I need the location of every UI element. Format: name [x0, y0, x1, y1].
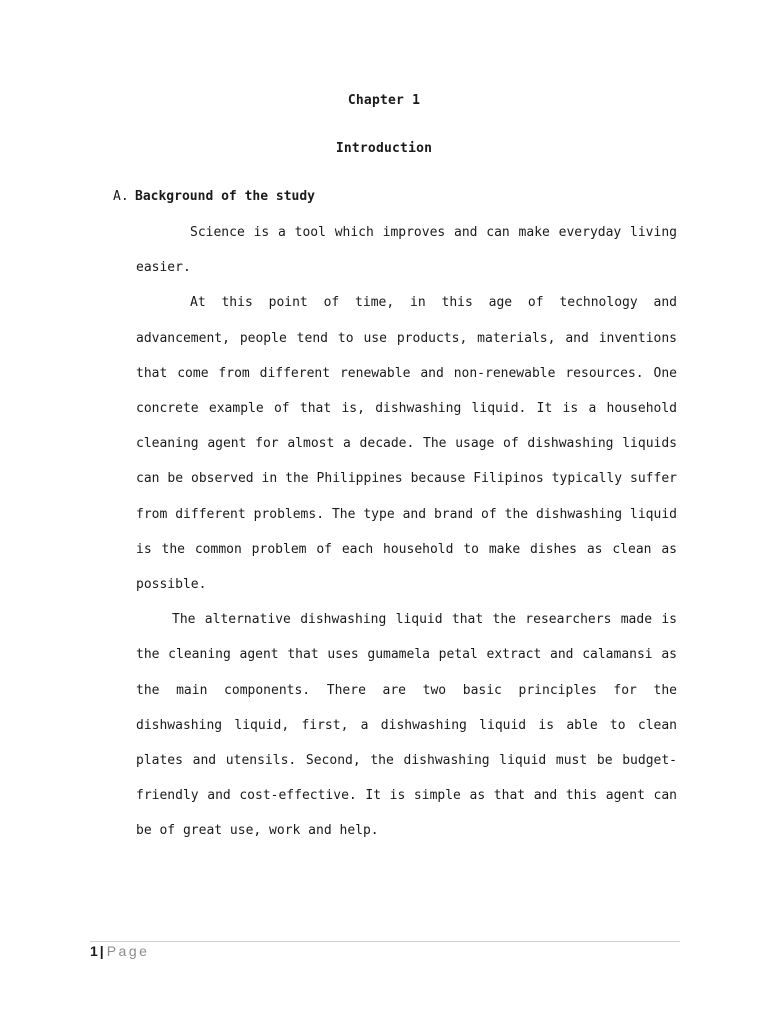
page-label: Page	[106, 943, 150, 959]
paragraph: At this point of time, in this age of technology and advancement, people tend to use products, materials, and inventions that come from different renewable and non-renewable resources. One concrete example of that is, dishwashing liquid. It is a household cleaning agent for almost a decade. The usage of dishwashing liquids can be observed in the Philippines because Filipinos typically suffer from different problems. The type and brand of the dishwashing liquid is the common problem of each household to make dishes as clean as possible.	[136, 295, 677, 593]
body-text	[136, 215, 677, 849]
page-footer	[90, 943, 149, 959]
section-letter: A.	[113, 189, 129, 204]
section-heading	[113, 189, 315, 204]
paragraph: Science is a tool which improves and can make everyday living easier.	[136, 225, 677, 276]
footer-divider	[90, 941, 680, 942]
title-heading: Introduction	[335, 141, 433, 156]
footer-separator: |	[99, 943, 104, 959]
chapter-heading: Chapter 1	[347, 93, 421, 108]
page-number: 1	[90, 943, 98, 959]
section-title: Background of the study	[135, 189, 316, 204]
paragraph: The alternative dishwashing liquid that the researchers made is the cleaning agent that uses gumamela petal extract and calamansi as the main components. There are two basic principles for the dishwashing liquid, first, a dishwashing liquid is able to clean plates and utensils. Second, the dishwashing liquid must be budget-friendly and cost-effective. It is simple as that and this agent can be of great use, work and help.	[136, 612, 677, 839]
